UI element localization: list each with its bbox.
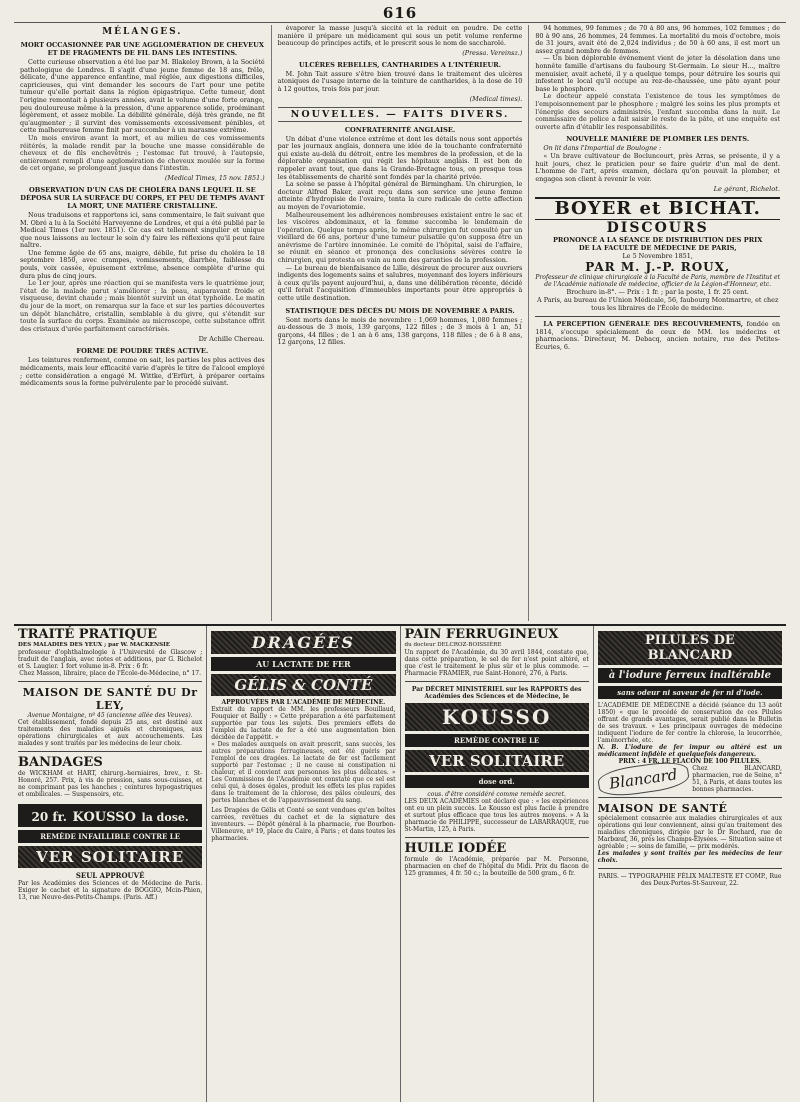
ad-blancard-where: Chez BLANCARD, pharmacien, rue de Seine, n° 51, à Paris, et dans toutes les bonnes pharmacies. bbox=[692, 765, 782, 793]
ad-dragees-brand: GÉLIS & CONTÉ bbox=[211, 674, 395, 696]
source-medical-times: (Medical times). bbox=[469, 94, 523, 103]
article-body-confraternite: Un débat d'une violence extrême et dont les détails nous sont apportés par les journaux anglais, donnera une idée de la touchante confraternité qui existe au-delà du détroit, entre les membres de la profession, et de la déplorable organisation qui régit les hôpitaux anglais. Il est bon de rappeler avant tout, que dans la Grande-Bretagne tous, on presque tous les établissements de charité sont fondés par la charité privée. bbox=[277, 134, 523, 181]
section-header-melanges: MÉLANGES. bbox=[102, 27, 183, 37]
ad-column-1 bbox=[14, 626, 206, 1102]
ad-bandages-text: de WICKHAM et HART, chirurg.-herniaires, brev., r. St-Honoré, 257. Prix, à vis de pression, sans sous-cuisses, et ne comprimant pas les hanches ; ceintures hypogastriques et ombilicales. — Suspensoirs, etc. bbox=[18, 769, 203, 798]
ad-pain-text: Un rapport de l'Académie, du 30 avril 1844, constate que, dans cette préparation, le sel de fer n'est point altéré, et que c'est le traitement le plus sûr et le plus commode. — Pharmacie FRAMIER, rue Saint-Honoré, 276, à Paris. bbox=[404, 648, 589, 677]
ad-kousso-solitaire: VER SOLITAIRE bbox=[18, 846, 202, 868]
ad-traite-sub: DES MALADIES DES YEUX ; par W. MACKENSIE bbox=[18, 642, 171, 648]
ad-kousso2-note: cous. d'être considéré comme remède secret. bbox=[427, 790, 566, 798]
column-nouvelles bbox=[271, 25, 529, 621]
announcement-author: PAR M. J.-P. ROUX, bbox=[585, 260, 731, 275]
article-title-confraternite: CONFRATERNITÉ ANGLAISE. bbox=[344, 125, 456, 134]
ad-dragees-text-2: Les Dragées de Gélis et Conté se sont vendues qu'en boîtes carrées, revêtues du cachet et de la signature des inventeurs. — Dépôt général à la pharmacie, rue Bourbon-Villeneuve, nº 19, place du Caire, à Paris ; et dans toutes les pharmacies. bbox=[211, 807, 396, 842]
article-body-statistique: Sont morts dans le mois de novembre : 1,069 hommes, 1,080 femmes ; au-dessous de 3 mois, 139 garçons, 122 filles ; de 3 mois à 1 an, 51 garçons, 44 filles ; de 1 an à 6 ans, 138 garçons, 118 filles ; de 6 à 8 ans, 12 garçons, 12 filles. bbox=[277, 315, 523, 347]
ad-dragees-lactate: AU LACTATE DE FER bbox=[211, 657, 395, 671]
ad-kousso2-remedy: REMÈDE CONTRE LE bbox=[405, 734, 589, 747]
article-body-lille: — Le bureau de bienfaisance de Lille, désireux de procurer aux ouvriers indigents des logements sains et salubres, moyennant des loyers inférieurs à ceux qu'ils payent aujourd'hui, a, dans une délibération récente, décidé qu'il ferait l'acquisition d'immeubles importants pour être appropriés à cette utile destination. bbox=[277, 263, 523, 303]
ad-huile-title: HUILE IODÉE bbox=[404, 840, 507, 856]
ad-traite-where: Chez Masson, libraire, place de l'École-de-Médecine, n° 17. bbox=[19, 669, 201, 677]
ad-blancard-sub2: sans odeur ni saveur de fer ni d'iode. bbox=[598, 686, 782, 699]
ad-blancard-price: PRIX : 4 FR. LE FLACON DE 100 PILULES. bbox=[618, 758, 762, 765]
article-body-cholera-2: Une femme âgée de 65 ans, maigre, débile, fut prise du choléra le 18 septembre 1850, avec crampes, vomissements, diarrhée, faiblesse du pouls, voix cassée, épuisement extrême, absence complète d'urine qui dura plus de cinq jours. bbox=[20, 248, 265, 280]
recouvrements-title: LA PERCEPTION GÉNÉRALE DES RECOUVREMENTS, bbox=[543, 320, 744, 329]
article-source-hair: (Medical Times, 15 nov. 1851.) bbox=[164, 173, 265, 182]
ad-maison-title: MAISON DE SANTÉ bbox=[597, 802, 728, 815]
ad-kousso-dose: la dose. bbox=[141, 810, 189, 824]
divider bbox=[405, 681, 589, 682]
article-body-plomber: « Un brave cultivateur de Bocluncourt, près Arras, se présente, il y a huit jours, chez le praticien pour se faire guérir d'un mal de dent. L'homme de l'art, après examen, déclara qu'on pouvait la plomber, et engagea son client à revenir le voir. bbox=[535, 151, 781, 183]
divider bbox=[18, 751, 202, 752]
divider bbox=[405, 837, 589, 838]
ad-ley-sub: Avenue Montaigne, nº 45 (ancienne allée des Veuves). bbox=[27, 711, 193, 719]
ad-kousso2-solitaire: VER SOLITAIRE bbox=[405, 750, 589, 772]
ad-pain-sub: du docteur DELCROZ-BOISSIÈRE bbox=[404, 642, 502, 648]
ad-traite-text: professeur d'ophthalmologie à l'Université de Glascow ; traduit de l'anglais, avec notes et additions, par G. Richelot et S. Laugier. 1 fort volume in-8. Prix : 6 fr. bbox=[18, 648, 203, 670]
column-melanges bbox=[14, 25, 271, 621]
editorial-columns bbox=[14, 25, 786, 621]
announcement-price: Brochure in-8°. — Prix : 1 fr. ; par la poste, 1 fr. 25 cent. bbox=[566, 288, 749, 297]
ad-kousso-remedy: REMÈDE INFAILLIBLE CONTRE LE bbox=[18, 830, 202, 843]
ad-blancard-note: N. B. L'iodure de fer impur ou altéré est un médicament infidèle et quelquefois dangereux. bbox=[597, 744, 782, 758]
article-body-phosphore: — Un bien déplorable événement vient de jeter la désolation dans une honnête famille d'artisans du faubourg St-Germain. Le sieur H..., maître menuisier, avait acheté, il y a quelque temps, pour détruire les souris qui infestent le local qu'il occupe au rez-de-chaussée, une pâte ayant pour base le phosphore. bbox=[535, 54, 781, 93]
article-body-ulcers: M. John Tait assure s'être bien trouvé dans le traitement des ulcères atoniques de l'usage interne de la teinture de cantharides, à la dose de 10 à 12 gouttes, trois fois par jour. bbox=[277, 69, 523, 93]
divider bbox=[18, 681, 202, 682]
announcement-line-2: DE LA FACULTÉ DE MÉDECINE DE PARIS, bbox=[578, 244, 737, 253]
recouvrements-text: fondée en 1814, s'occupe spécialement de ceux de MM. les médecins et pharmaciens. Directeur, M. Debacq, ancien notaire, rue des Petites-Écuries, 6. bbox=[535, 320, 781, 352]
announcement-title: BOYER et BICHAT. bbox=[535, 197, 780, 220]
ad-dragees-title: DRAGÉES bbox=[211, 631, 395, 654]
advertisements bbox=[14, 624, 786, 1102]
article-body-powder: Les teintures renferment, comme on sait, les parties les plus actives des médicaments, mais leur efficacité varie d'après le titre de l'alcool employé ; cette considération a engagé M. Wittke, d'Erfürt, à préparer certains médicaments sous la forme pulvérulente par le procédé suivant. bbox=[20, 356, 265, 388]
column-right bbox=[528, 25, 786, 621]
ad-bandages-title: BANDAGES bbox=[18, 754, 103, 770]
article-source-plomber: On lit dans l'Impartial de Boulogne : bbox=[543, 144, 662, 153]
article-signature: Dr Achille Chereau. bbox=[198, 335, 265, 344]
announcement-author-role: Professeur de clinique chirurgicale à la Faculté de Paris, membre de l'Institut et de l'Académie nationale de médecine, officier de la Légion-d'Honneur, etc. bbox=[535, 274, 780, 289]
page-number: 616 bbox=[382, 4, 418, 22]
ad-kousso-approved: SEUL APPROUVÉ bbox=[75, 870, 145, 880]
announcement-line-1: PRONONCÉ A LA SÉANCE DE DISTRIBUTION DES PRIX bbox=[552, 236, 763, 245]
ad-ley-title: MAISON DE SANTÉ DU Dr LEY, bbox=[22, 685, 198, 712]
ad-maison-text: spécialement consacrée aux maladies chirurgicales et aux opérations qui leur conviennent, ainsi qu'au traitement des maladies chroniques, dirigée par le Dr Rochard, rue de Marbœuf, 36, près les Champs-Élysées. — Situation saine et agréable ; — soins de famille, — prix modérés. bbox=[597, 815, 782, 850]
ad-column-3 bbox=[400, 626, 593, 1102]
article-body-birmingham-cont: Malheureusement les adhérences nombreuses existaient entre le sac et les viscères abdominaux, et la femme succomba le lendemain de l'opération. Quelque temps après, le même chirurgien fut consulté par un vieillard de 66 ans, porteur d'une tumeur pulsatile qu'on supposa être un anévrisme de l'artère innominée. Le comité de l'hôpital, saisi de l'affaire, se réunit en séance et prononça des conclusions sévères contre le chirurgien, qui protesta en vain au nom des garanties de la profession. bbox=[277, 210, 523, 265]
ad-pain-title: PAIN FERRUGINEUX bbox=[404, 627, 559, 642]
ad-kousso-banner bbox=[18, 804, 202, 827]
ad-kousso2-decree: Par DÉCRET MINISTÉRIEL sur les RAPPORTS des Académies des Sciences et de Médecine, le bbox=[411, 685, 582, 700]
ad-dragees-text-cont: « Des malades auxquels on avait prescrit, sans succès, les autres préparations ferrugineuses, ont été guéris par l'emploi de ces dragées. Le lactate de fer est facilement supporté par l'estomac ; il ne cause ni constipation ni chaleur, et il convient aux personnes les plus délicates. » Les Commissions de l'Académie ont constaté que ce sel est celui qui, à doses égales, produit les effets les plus rapides dans le traitement de la chlorose, des pâles couleurs, des pertes blanches et de l'appauvrissement du sang. bbox=[211, 741, 396, 804]
source-pressa: (Pressa. Vereinsz.) bbox=[462, 48, 523, 57]
article-body-phosphore-cont: Le docteur appelé constata l'existence de tous les symptômes de l'empoisonnement par le phosphore ; malgré les soins les plus prompts et l'énergie des secours administrés, l'enfant succomba dans la nuit. Le commissaire de police a fait saisir le reste de la pâte, et une enquête est ouverte afin d'établir les responsabilités. bbox=[535, 92, 781, 131]
divider bbox=[535, 316, 780, 317]
powder-continued: évaporer la masse jusqu'à siccité et la réduit en poudre. De cette manière il prépare un médicament qui sous un petit volume renferme beaucoup de principes actifs, et le prescrit sous le nom de saccharolé. bbox=[277, 25, 523, 48]
ad-dragees-text: Extrait du rapport de MM. les professeurs Bouillaud, Fouquier et Bailly : « Cette préparation a été parfaitement supportée par tous les sujets. Des premiers effets de l'emploi du lactate de fer a été une augmentation bien décidée de l'appétit. » bbox=[211, 706, 396, 741]
article-body-cholera-cont: Le 1er jour, après une réaction qui se manifesta vers le quatrième jour, l'état de la malade parut s'améliorer ; la peau, auparavant froide et visqueuse, devint chaude ; mais bientôt survint un état typhoïde. Le matin du jour de la mort, on remarqua sur la face et sur les parties découvertes un dépôt blanchâtre, cristallin, semblable à du givre, qui s'étendit sur toute la surface du corps. Examinée au microscope, cette substance offrit des cristaux d'urée parfaitement caractérisés. bbox=[20, 279, 265, 333]
article-body-birmingham: La scène se passe à l'hôpital général de Birmingham. Un chirurgien, le docteur Alfred Baker, avait reçu dans son service une jeune femme atteinte d'hydropisie de l'ovaire, tenta la cure radicale de cette affection au moyen de l'ovariotomie. bbox=[277, 180, 523, 211]
article-title-statistique: STATISTIQUE DES DÉCÈS DU MOIS DE NOVEMBRE A PARIS. bbox=[285, 306, 515, 315]
article-body-hair: Cette curieuse observation a été lue par M. Blakeley Brown, à la Société pathologique de Londres. Il s'agit d'une jeune femme de 18 ans, frêle, délicate, d'une apparence enfantine, mal réglée, aux digestions difficiles, capricieuses, qui vint demander les secours de l'art pour une petite tumeur qu'elle portait dans la région épigastrique. Cette tumeur, dont l'origine remontait à plusieurs années, avait le volume d'une forte orange, peu douloureuse même à la pression, d'une apparence solide, proéminant légèrement, et assez mobile. La débilité générale, déjà très grande, ne fit qu'augmenter ; il survint des vomissements excessivement pénibles, et cette malheureuse femme finit par succomber à un marasme extrême. bbox=[20, 58, 265, 135]
article-body-hair-cont: Un mois environ avant la mort, et au milieu de ces vomissements réitérés, la malade rendit par la bouche une masse considérable de cheveux et de fils enchevêtrés ; l'estomac fut trouvé, à l'autopsie, entièrement rempli d'une agglomération de cheveux moulée sur la forme de cet organe, se prolongeant jusque dans l'intestin. bbox=[20, 133, 265, 173]
announcement-date: Le 5 Novembre 1851, bbox=[622, 252, 693, 261]
ad-kousso-price: 20 fr. bbox=[31, 809, 67, 824]
announcement-where: A Paris, au bureau de l'Union Médicale, 56, faubourg Montmartre, et chez tous les libraires de l'École de médecine. bbox=[537, 296, 779, 313]
statistique-continued: 94 hommes, 99 femmes ; de 70 à 80 ans, 96 hommes, 102 femmes ; de 80 à 90 ans, 26 hommes, 24 femmes. La mortalité du mois d'octobre, mois de 31 jours, avait été de 2,024 individus ; de 50 à 60 ans, il est mort un assez grand nombre de femmes. bbox=[535, 25, 781, 55]
ad-kousso2-dose: dose ord. bbox=[405, 775, 589, 788]
ad-kousso-text: Par les Académies des Sciences et de Médecine de Paris. Exiger le cachet et la signature de BOGGIO, Mcin-Phien, 13, rue Neuve-des-Petits-Champs. (Paris. Aff.) bbox=[18, 879, 203, 901]
ad-column-4 bbox=[593, 626, 786, 1102]
article-title-powder: FORME DE POUDRE TRÈS ACTIVE. bbox=[76, 347, 209, 356]
ad-kousso2-title: KOUSSO bbox=[405, 703, 589, 731]
ad-huile-text: formule de l'Académie, préparée par M. Personne, pharmacien en chef de l'hôpital du Midi. Prix du flacon de 125 grammes, 4 fr. 50 c.; la bouteille de 500 gram., 6 fr. bbox=[404, 855, 589, 877]
ad-blancard-sub: à l'iodure ferreux inaltérable bbox=[598, 668, 782, 683]
top-rule bbox=[14, 22, 786, 23]
ad-dragees-approved: APPROUVÉES PAR L'ACADÉMIE DE MÉDECINE. bbox=[221, 699, 386, 706]
announcement-boyer-bichat bbox=[535, 197, 780, 312]
article-title-ulcers: ULCÈRES REBELLES, CANTHARIDES A L'INTÉRIEUR. bbox=[299, 60, 501, 69]
gerant-signature: Le gérant, Richelot. bbox=[713, 185, 781, 194]
ad-blancard-title: PILULES DE BLANCARD bbox=[598, 631, 782, 665]
ad-kousso-name: KOUSSO bbox=[72, 809, 136, 825]
ad-kousso2-text: LES DEUX ACADÉMIES ont déclaré que : « les expériences ont eu un plein succès. Le Kousso est plus facile à prendre et surtout plus efficace que tous les autres moyens. » A la pharmacie de PHILIPPE, successeur de LABARRAQUE, rue St-Martin, 125, à Paris. bbox=[404, 797, 589, 833]
ad-traite-title: TRAITÉ PRATIQUE bbox=[18, 627, 158, 642]
announcement-subtitle: DISCOURS bbox=[606, 220, 709, 237]
section-header-nouvelles: NOUVELLES. — FAITS DIVERS. bbox=[278, 107, 523, 122]
article-body-cholera-1: Nous traduisons et rapportons ici, sans commentaire, le fait suivant que M. Obré a lu à la Société Harveyenne de Londres, et qui a été publié par le Medical Times (1er nov. 1851). Ce cas est tellement singulier et unique que nous laissons au lecteur le soin d'y faire les réflexions qu'il peut faire naître. bbox=[20, 210, 265, 250]
recouvrements-notice bbox=[535, 321, 780, 351]
ad-ley-text: Cet établissement, fondé depuis 25 ans, est destiné aux traitements des maladies aiguës et chroniques, aux opérations chirurgicales et aux accouchements. Les malades y sont traités par les médecins de leur choix. bbox=[18, 718, 203, 747]
ad-blancard-signature-row bbox=[598, 765, 782, 793]
divider bbox=[598, 797, 782, 798]
ad-column-2 bbox=[206, 626, 399, 1102]
article-title-cholera: OBSERVATION D'UN CAS DE CHOLÉRA DANS LEQUEL IL SE DÉPOSA SUR LA SURFACE DU CORPS, ET PEU DE TEMPS AVANT LA MORT, UNE MATIÈRE CRISTALLINE. bbox=[20, 185, 265, 210]
ad-maison-note: Les malades y sont traités par les médecins de leur choix. bbox=[597, 850, 782, 864]
article-title-hair: MORT OCCASIONNÉE PAR UNE AGGLOMÉRATION DE CHEVEUX ET DE FRAGMENTS DE FIL DANS LES INTESTINS. bbox=[20, 41, 265, 57]
article-title-plomber: NOUVELLE MANIÈRE DE PLOMBER LES DENTS. bbox=[566, 135, 750, 144]
blancard-signature: Blancard bbox=[596, 759, 690, 799]
imprint: PARIS. — TYPOGRAPHIE FÉLIX MALTESTE ET COMP., Rue des Deux-Portes-St-Sauveur, 22. bbox=[598, 873, 782, 887]
ad-blancard-text: L'ACADÉMIE DE MÉDECINE a décidé (séance du 13 août 1850) « que le procédé de conservation de ces Pilules offrant de grands avantages, serait publié dans le Bulletin de ses travaux. » Les principaux ouvrages de médecine indiquent l'iodure de fer contre la chlorose, la leucorrhée, l'aménorrhée, etc. bbox=[597, 702, 782, 744]
divider bbox=[598, 868, 782, 869]
